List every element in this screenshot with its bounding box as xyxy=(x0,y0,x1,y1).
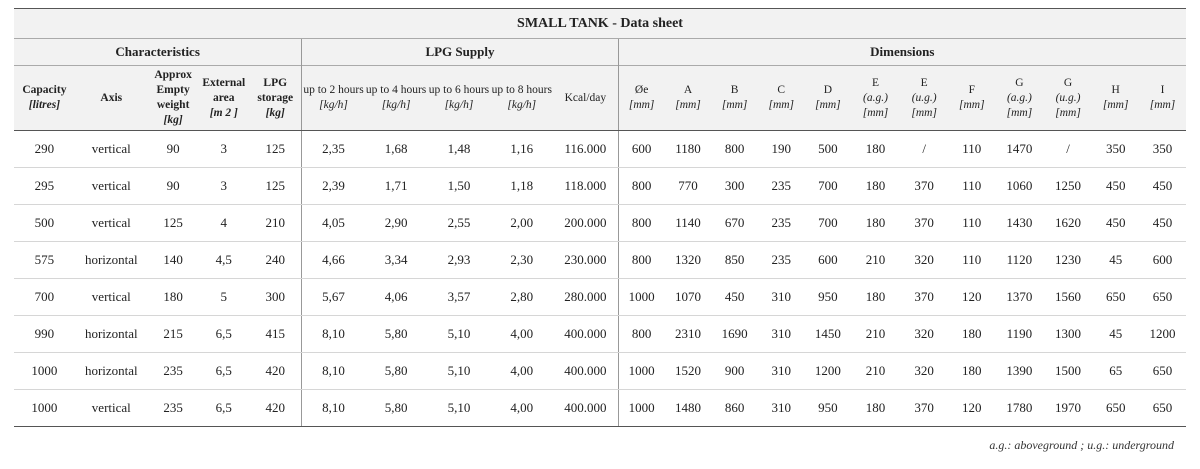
table-cell: 650 xyxy=(1092,279,1139,316)
table-cell: 370 xyxy=(900,168,949,205)
table-cell: 450 xyxy=(1092,205,1139,242)
table-cell: 1390 xyxy=(995,353,1044,390)
column-unit: [mm] xyxy=(815,99,841,111)
table-cell: 2,35 xyxy=(302,131,365,168)
column-label: A xyxy=(683,84,693,96)
table-cell: 2,90 xyxy=(365,205,428,242)
column-header xyxy=(665,66,712,131)
table-cell: 370 xyxy=(900,279,949,316)
column-sublabel: (u.g.) xyxy=(911,91,937,104)
table-cell: vertical xyxy=(75,131,148,168)
table-cell: 650 xyxy=(1139,353,1186,390)
group-lpg-supply: LPG Supply xyxy=(302,39,618,66)
table-cell: 320 xyxy=(900,242,949,279)
sheet-title: SMALL TANK - Data sheet xyxy=(14,9,1186,39)
column-label: up to 6 hours xyxy=(428,84,490,96)
table-cell: 990 xyxy=(14,316,75,353)
table-row xyxy=(14,316,1186,353)
column-header xyxy=(618,66,665,131)
table-cell: 3 xyxy=(198,168,249,205)
table-cell: vertical xyxy=(75,205,148,242)
table-cell: 1320 xyxy=(665,242,712,279)
table-cell: 1690 xyxy=(711,316,758,353)
column-label: External area xyxy=(202,76,246,104)
table-cell: 420 xyxy=(249,390,302,427)
table-cell: 3,34 xyxy=(365,242,428,279)
table-cell: horizontal xyxy=(75,316,148,353)
table-cell: 310 xyxy=(758,390,805,427)
table-cell: 110 xyxy=(948,205,995,242)
table-cell: 235 xyxy=(758,205,805,242)
column-unit: [kg/h] xyxy=(319,99,348,111)
table-cell: 180 xyxy=(851,131,900,168)
table-cell: 2,80 xyxy=(490,279,553,316)
table-cell: 450 xyxy=(1092,168,1139,205)
table-cell: 1190 xyxy=(995,316,1044,353)
table-cell: 1620 xyxy=(1044,205,1093,242)
table-cell: 650 xyxy=(1092,390,1139,427)
table-cell: horizontal xyxy=(75,353,148,390)
table-cell: 240 xyxy=(249,242,302,279)
table-cell: 800 xyxy=(618,168,665,205)
column-header-row xyxy=(14,66,1186,131)
table-cell: 450 xyxy=(711,279,758,316)
table-cell: 4,66 xyxy=(302,242,365,279)
table-cell: 235 xyxy=(758,242,805,279)
group-dimensions: Dimensions xyxy=(618,39,1186,66)
table-cell: 1000 xyxy=(14,390,75,427)
table-cell: 310 xyxy=(758,316,805,353)
table-cell: 4,05 xyxy=(302,205,365,242)
table-cell: 90 xyxy=(148,168,199,205)
table-cell: 2,93 xyxy=(428,242,491,279)
table-cell: 235 xyxy=(148,390,199,427)
table-cell: 125 xyxy=(249,168,302,205)
table-cell: 500 xyxy=(14,205,75,242)
table-row xyxy=(14,353,1186,390)
column-label: LPG storage xyxy=(257,76,294,104)
table-cell: vertical xyxy=(75,279,148,316)
column-header xyxy=(490,66,553,131)
column-label: up to 4 hours xyxy=(365,84,427,96)
table-cell: 8,10 xyxy=(302,353,365,390)
table-cell: 700 xyxy=(805,168,852,205)
table-cell: 210 xyxy=(851,316,900,353)
table-cell: 4,00 xyxy=(490,390,553,427)
column-label: Axis xyxy=(100,91,123,104)
table-cell: 200.000 xyxy=(553,205,618,242)
table-cell: 1300 xyxy=(1044,316,1093,353)
column-unit: [kg/h] xyxy=(381,99,411,111)
table-cell: 300 xyxy=(249,279,302,316)
table-cell: 180 xyxy=(851,205,900,242)
column-header xyxy=(995,66,1044,131)
column-label: E xyxy=(920,76,928,89)
column-header xyxy=(900,66,949,131)
table-row xyxy=(14,131,1186,168)
table-cell: 400.000 xyxy=(553,353,618,390)
table-cell: 110 xyxy=(948,168,995,205)
column-label: G xyxy=(1015,76,1024,89)
table-cell: 950 xyxy=(805,279,852,316)
column-header xyxy=(198,66,249,131)
tank-data-table xyxy=(14,8,1186,427)
column-label: I xyxy=(1160,84,1165,96)
table-cell: 1,18 xyxy=(490,168,553,205)
table-row xyxy=(14,242,1186,279)
table-cell: 1200 xyxy=(805,353,852,390)
table-cell: 180 xyxy=(851,279,900,316)
table-cell: 450 xyxy=(1139,168,1186,205)
table-cell: 210 xyxy=(851,242,900,279)
column-unit: [mm] xyxy=(911,106,937,119)
column-unit: [mm] xyxy=(628,99,655,111)
table-cell: 1560 xyxy=(1044,279,1093,316)
column-unit: [mm] xyxy=(862,106,889,119)
table-cell: 600 xyxy=(1139,242,1186,279)
table-cell: 2,55 xyxy=(428,205,491,242)
column-header xyxy=(851,66,900,131)
column-unit: [kg/h] xyxy=(507,99,537,111)
table-row xyxy=(14,279,1186,316)
table-cell: 800 xyxy=(618,242,665,279)
table-cell: 2,30 xyxy=(490,242,553,279)
column-header xyxy=(1044,66,1093,131)
table-cell: 2,00 xyxy=(490,205,553,242)
column-header xyxy=(553,66,618,131)
table-cell: 350 xyxy=(1139,131,1186,168)
table-cell: / xyxy=(900,131,949,168)
table-cell: 575 xyxy=(14,242,75,279)
column-unit: [mm] xyxy=(959,99,985,111)
table-cell: 5,80 xyxy=(365,390,428,427)
table-cell: 5,80 xyxy=(365,316,428,353)
column-label: E xyxy=(871,76,880,89)
table-cell: 650 xyxy=(1139,279,1186,316)
column-unit: [kg] xyxy=(163,114,183,126)
table-cell: 235 xyxy=(758,168,805,205)
table-cell: 770 xyxy=(665,168,712,205)
table-cell: 290 xyxy=(14,131,75,168)
table-cell: 2,39 xyxy=(302,168,365,205)
table-cell: 65 xyxy=(1092,353,1139,390)
table-cell: 1370 xyxy=(995,279,1044,316)
column-label: C xyxy=(777,84,786,96)
column-header xyxy=(1092,66,1139,131)
table-cell: 2310 xyxy=(665,316,712,353)
column-label: G xyxy=(1063,76,1073,89)
table-cell: 370 xyxy=(900,390,949,427)
table-cell: 1000 xyxy=(618,353,665,390)
table-cell: 400.000 xyxy=(553,390,618,427)
table-cell: 180 xyxy=(948,353,995,390)
table-cell: 5,10 xyxy=(428,316,491,353)
table-cell: 210 xyxy=(249,205,302,242)
table-cell: 500 xyxy=(805,131,852,168)
table-cell: 210 xyxy=(851,353,900,390)
table-cell: 3 xyxy=(198,131,249,168)
table-cell: 4,06 xyxy=(365,279,428,316)
column-label: up to 2 hours xyxy=(303,84,364,96)
table-cell: 230.000 xyxy=(553,242,618,279)
table-cell: 6,5 xyxy=(198,353,249,390)
table-cell: 118.000 xyxy=(553,168,618,205)
table-cell: 1970 xyxy=(1044,390,1093,427)
table-cell: 700 xyxy=(805,205,852,242)
table-cell: 180 xyxy=(851,390,900,427)
table-cell: 415 xyxy=(249,316,302,353)
table-cell: 900 xyxy=(711,353,758,390)
column-unit: [mm] xyxy=(1006,106,1033,119)
column-label: B xyxy=(730,84,739,96)
table-cell: 116.000 xyxy=(553,131,618,168)
table-cell: 110 xyxy=(948,242,995,279)
column-label: Approx Empty weight xyxy=(154,69,192,111)
table-cell: 5,10 xyxy=(428,390,491,427)
column-header xyxy=(75,66,148,131)
table-cell: 1520 xyxy=(665,353,712,390)
table-cell: 1000 xyxy=(618,279,665,316)
table-cell: 180 xyxy=(148,279,199,316)
table-cell: 125 xyxy=(148,205,199,242)
table-cell: 5 xyxy=(198,279,249,316)
table-cell: vertical xyxy=(75,168,148,205)
table-cell: 1230 xyxy=(1044,242,1093,279)
column-unit: [mm] xyxy=(1149,99,1176,111)
column-header xyxy=(711,66,758,131)
table-cell: 310 xyxy=(758,279,805,316)
table-cell: 190 xyxy=(758,131,805,168)
table-cell: 1780 xyxy=(995,390,1044,427)
table-cell: 320 xyxy=(900,316,949,353)
column-label: Øe xyxy=(634,84,649,96)
table-cell: 1250 xyxy=(1044,168,1093,205)
table-cell: 1070 xyxy=(665,279,712,316)
table-cell: 5,67 xyxy=(302,279,365,316)
table-cell: 1000 xyxy=(14,353,75,390)
table-cell: 215 xyxy=(148,316,199,353)
column-unit: [mm] xyxy=(1102,99,1129,111)
table-cell: 120 xyxy=(948,390,995,427)
table-cell: 1500 xyxy=(1044,353,1093,390)
column-header xyxy=(805,66,852,131)
column-unit: [litres] xyxy=(28,99,61,111)
table-body xyxy=(14,131,1186,427)
table-cell: vertical xyxy=(75,390,148,427)
column-unit: [kg] xyxy=(265,106,285,119)
table-cell: 1,48 xyxy=(428,131,491,168)
table-cell: 1120 xyxy=(995,242,1044,279)
table-cell: 670 xyxy=(711,205,758,242)
column-unit: [kg/h] xyxy=(444,99,474,111)
table-cell: 180 xyxy=(948,316,995,353)
table-cell: 1450 xyxy=(805,316,852,353)
table-cell: 295 xyxy=(14,168,75,205)
column-header xyxy=(365,66,428,131)
column-header xyxy=(148,66,199,131)
column-unit: [mm] xyxy=(1055,106,1081,119)
table-cell: 1200 xyxy=(1139,316,1186,353)
column-header xyxy=(758,66,805,131)
table-row xyxy=(14,168,1186,205)
table-cell: 125 xyxy=(249,131,302,168)
table-cell: 320 xyxy=(900,353,949,390)
table-cell: 1060 xyxy=(995,168,1044,205)
column-label: H xyxy=(1111,84,1120,96)
table-row xyxy=(14,390,1186,427)
column-header xyxy=(249,66,302,131)
table-cell: 300 xyxy=(711,168,758,205)
table-cell: 370 xyxy=(900,205,949,242)
table-cell: 1000 xyxy=(618,390,665,427)
table-cell: 4,00 xyxy=(490,316,553,353)
table-cell: 800 xyxy=(711,131,758,168)
table-cell: 110 xyxy=(948,131,995,168)
table-cell: 140 xyxy=(148,242,199,279)
column-label: up to 8 hours xyxy=(491,84,552,96)
table-cell: 4,5 xyxy=(198,242,249,279)
table-cell: 90 xyxy=(148,131,199,168)
group-characteristics: Characteristics xyxy=(14,39,302,66)
table-cell: 180 xyxy=(851,168,900,205)
table-cell: 4,00 xyxy=(490,353,553,390)
table-cell: 1140 xyxy=(665,205,712,242)
table-cell: 8,10 xyxy=(302,390,365,427)
column-label: F xyxy=(968,84,975,96)
table-cell: 1,71 xyxy=(365,168,428,205)
table-cell: 5,80 xyxy=(365,353,428,390)
column-sublabel: (a.g.) xyxy=(1006,91,1032,104)
table-cell: 600 xyxy=(805,242,852,279)
table-cell: 700 xyxy=(14,279,75,316)
table-cell: 850 xyxy=(711,242,758,279)
table-cell: 800 xyxy=(618,205,665,242)
column-unit: [mm] xyxy=(768,99,795,111)
table-cell: 860 xyxy=(711,390,758,427)
table-cell: 45 xyxy=(1092,316,1139,353)
table-cell: 235 xyxy=(148,353,199,390)
table-cell: 1430 xyxy=(995,205,1044,242)
table-cell: 45 xyxy=(1092,242,1139,279)
table-cell: 8,10 xyxy=(302,316,365,353)
column-header xyxy=(14,66,75,131)
column-unit: [mm] xyxy=(721,99,748,111)
table-cell: 120 xyxy=(948,279,995,316)
table-cell: / xyxy=(1044,131,1093,168)
column-unit: [mm] xyxy=(675,99,701,111)
table-cell: 6,5 xyxy=(198,390,249,427)
table-cell: 600 xyxy=(618,131,665,168)
table-cell: 1,50 xyxy=(428,168,491,205)
table-cell: 6,5 xyxy=(198,316,249,353)
column-header xyxy=(1139,66,1186,131)
table-cell: 420 xyxy=(249,353,302,390)
table-cell: 4 xyxy=(198,205,249,242)
column-header xyxy=(948,66,995,131)
table-cell: 350 xyxy=(1092,131,1139,168)
table-cell: 1470 xyxy=(995,131,1044,168)
column-header xyxy=(302,66,365,131)
column-sublabel: (u.g.) xyxy=(1055,91,1081,104)
table-cell: 450 xyxy=(1139,205,1186,242)
table-cell: 650 xyxy=(1139,390,1186,427)
column-label: Kcal/day xyxy=(564,91,607,104)
table-cell: 3,57 xyxy=(428,279,491,316)
column-unit: [m 2 ] xyxy=(209,106,238,119)
table-cell: 950 xyxy=(805,390,852,427)
table-cell: 1,16 xyxy=(490,131,553,168)
footnote: a.g.: aboveground ; u.g.: underground xyxy=(989,438,1174,452)
column-label: Capacity xyxy=(22,84,67,96)
table-cell: 1480 xyxy=(665,390,712,427)
table-cell: 310 xyxy=(758,353,805,390)
column-sublabel: (a.g.) xyxy=(863,91,888,104)
table-cell: 280.000 xyxy=(553,279,618,316)
table-cell: 1180 xyxy=(665,131,712,168)
table-row xyxy=(14,205,1186,242)
table-cell: 400.000 xyxy=(553,316,618,353)
column-header xyxy=(428,66,491,131)
table-cell: 1,68 xyxy=(365,131,428,168)
column-label: D xyxy=(823,84,833,96)
table-cell: horizontal xyxy=(75,242,148,279)
table-cell: 5,10 xyxy=(428,353,491,390)
table-cell: 800 xyxy=(618,316,665,353)
